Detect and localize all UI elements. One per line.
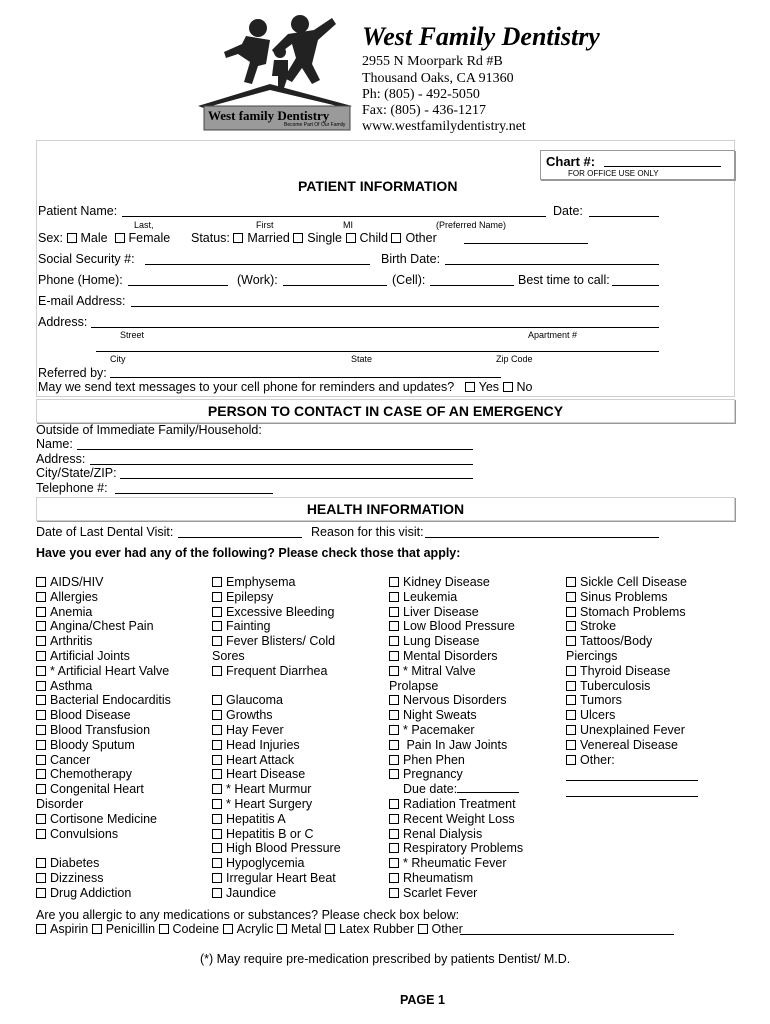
office-use-note: FOR OFFICE USE ONLY	[568, 169, 659, 178]
condition-item[interactable]: * Rheumatic Fever	[389, 856, 523, 871]
other-allergy-label: Other	[431, 922, 463, 936]
name-mi-hint: MI	[343, 220, 353, 230]
emergency-city-label: City/State/ZIP:	[36, 466, 117, 480]
practice-address1: 2955 N Moorpark Rd #B	[362, 54, 503, 69]
street-hint: Street	[120, 330, 145, 340]
no-label: No	[516, 380, 533, 394]
other-allergy-checkbox[interactable]	[418, 924, 428, 934]
emergency-name-field[interactable]	[77, 449, 473, 450]
condition-item[interactable]: * Heart Murmur	[212, 782, 341, 797]
text-message-row	[38, 380, 533, 394]
patient-name-label: Patient Name:	[38, 204, 118, 218]
conditions-question: Have you ever had any of the following? Please check those that apply:	[36, 546, 461, 560]
due-date-label: Due date:	[403, 782, 458, 797]
condition-item[interactable]: Tumors	[566, 693, 687, 708]
cell-phone-field[interactable]	[430, 285, 514, 286]
condition-item[interactable]: Bloody Sputum	[36, 738, 171, 753]
birth-date-field[interactable]	[445, 264, 659, 265]
female-label: Female	[128, 231, 171, 245]
sex-label: Sex:	[38, 231, 64, 245]
patient-info-heading: PATIENT INFORMATION	[298, 178, 458, 194]
chart-label: Chart #:	[546, 154, 596, 169]
acrylic-label: Acrylic	[236, 922, 274, 936]
emergency-name-label: Name:	[36, 437, 73, 451]
condition-item[interactable]: Liver Disease	[389, 605, 523, 620]
condition-item[interactable]: Renal Dialysis	[389, 827, 523, 842]
condition-item[interactable]: * Heart Surgery	[212, 797, 341, 812]
condition-item[interactable]: Phen Phen	[389, 753, 523, 768]
emergency-city-field[interactable]	[120, 478, 473, 479]
condition-item[interactable]: Hypoglycemia	[212, 856, 341, 871]
single-label: Single	[307, 231, 343, 245]
condition-continuation: Disorder	[36, 796, 84, 811]
condition-item[interactable]: Heart Disease	[212, 767, 341, 782]
condition-item[interactable]: Diabetes	[36, 856, 171, 871]
condition-item[interactable]: Night Sweats	[389, 708, 523, 723]
best-time-field[interactable]	[612, 285, 659, 286]
practice-website: www.westfamilydentistry.net	[362, 119, 526, 134]
condition-item[interactable]: Emphysema	[212, 575, 341, 590]
condition-item[interactable]: Mental Disorders	[389, 649, 523, 664]
condition-item[interactable]: Unexplained Fever	[566, 723, 687, 738]
condition-item[interactable]: Low Blood Pressure	[389, 619, 523, 634]
phone-home-field[interactable]	[128, 285, 228, 286]
phone-home-label: Phone (Home):	[38, 273, 123, 287]
condition-item[interactable]: Convulsions	[36, 827, 171, 842]
address-label: Address:	[38, 315, 88, 329]
page-number: PAGE 1	[400, 993, 445, 1007]
health-heading: HEALTH INFORMATION	[36, 497, 735, 521]
condition-item[interactable]: Chemotherapy	[36, 767, 171, 782]
condition-item[interactable]: High Blood Pressure	[212, 841, 341, 856]
condition-item[interactable]: Bacterial Endocarditis	[36, 693, 171, 708]
city-state-zip-field[interactable]	[96, 351, 659, 352]
practice-phone: Ph: (805) - 492-5050	[362, 87, 480, 102]
condition-item[interactable]: Other:	[566, 753, 687, 768]
condition-item[interactable]: AIDS/HIV	[36, 575, 171, 590]
reason-field[interactable]	[425, 537, 659, 538]
conditions-col-3	[389, 575, 523, 901]
text-message-question: May we send text messages to your cell phone for reminders and updates?	[38, 380, 455, 394]
condition-item[interactable]: Sinus Problems	[566, 590, 687, 605]
metal-checkbox[interactable]	[277, 924, 287, 934]
condition-item[interactable]: Ulcers	[566, 708, 687, 723]
condition-item[interactable]: Lung Disease	[389, 634, 523, 649]
condition-item[interactable]: Excessive Bleeding	[212, 605, 341, 620]
child-checkbox[interactable]	[346, 233, 356, 243]
metal-label: Metal	[290, 922, 322, 936]
yes-checkbox[interactable]	[465, 382, 475, 392]
conditions-col-2	[212, 575, 341, 901]
condition-item[interactable]: Hepatitis A	[212, 812, 341, 827]
condition-item[interactable]: Stroke	[566, 619, 687, 634]
condition-item[interactable]: Tuberculosis	[566, 679, 687, 694]
latex-checkbox[interactable]	[325, 924, 335, 934]
condition-item[interactable]: Kidney Disease	[389, 575, 523, 590]
cell-label: (Cell):	[392, 273, 426, 287]
referred-label: Referred by:	[38, 366, 107, 380]
male-checkbox[interactable]	[67, 233, 77, 243]
condition-item[interactable]: Respiratory Problems	[389, 841, 523, 856]
condition-item[interactable]: Jaundice	[212, 886, 341, 901]
other-status-checkbox[interactable]	[391, 233, 401, 243]
latex-label: Latex Rubber	[338, 922, 415, 936]
chart-number-field[interactable]	[604, 166, 721, 167]
condition-item[interactable]: Angina/Chest Pain	[36, 619, 171, 634]
condition-item[interactable]: Congenital Heart	[36, 782, 171, 797]
state-hint: State	[351, 354, 373, 364]
codeine-label: Codeine	[172, 922, 220, 936]
best-time-label: Best time to call:	[518, 273, 610, 287]
condition-item[interactable]: Blood Disease	[36, 708, 171, 723]
emergency-address-field[interactable]	[90, 464, 473, 465]
condition-item[interactable]: Pain In Jaw Joints	[389, 738, 523, 753]
emergency-telephone-field[interactable]	[115, 493, 273, 494]
condition-continuation: Piercings	[566, 648, 618, 663]
condition-continuation: Prolapse	[389, 678, 439, 693]
emergency-outside-label: Outside of Immediate Family/Household:	[36, 423, 262, 437]
logo-tagline: Become Part Of Our Family	[284, 122, 346, 128]
condition-item[interactable]: Frequent Diarrhea	[212, 664, 341, 679]
condition-item[interactable]: Venereal Disease	[566, 738, 687, 753]
condition-item[interactable]: Arthritis	[36, 634, 171, 649]
codeine-checkbox[interactable]	[159, 924, 169, 934]
premedication-footnote: (*) May require pre-medication prescribed by patients Dentist/ M.D.	[200, 952, 571, 966]
last-visit-label: Date of Last Dental Visit:	[36, 525, 174, 539]
condition-item[interactable]: Glaucoma	[212, 693, 341, 708]
other-status-label: Other	[405, 231, 437, 245]
condition-item[interactable]: Cortisone Medicine	[36, 812, 171, 827]
condition-item[interactable]: Tattoos/Body	[566, 634, 687, 649]
allergy-row	[36, 922, 463, 936]
penicillin-label: Penicillin	[105, 922, 156, 936]
status-label: Status:	[191, 231, 230, 245]
condition-item[interactable]: Drug Addiction	[36, 886, 171, 901]
condition-item[interactable]: Growths	[212, 708, 341, 723]
birth-date-label: Birth Date:	[381, 252, 441, 266]
married-label: Married	[247, 231, 290, 245]
name-preferred-hint: (Preferred Name)	[436, 220, 507, 230]
condition-item[interactable]: Thyroid Disease	[566, 664, 687, 679]
apartment-hint: Apartment #	[528, 330, 578, 340]
condition-item[interactable]: Blood Transfusion	[36, 723, 171, 738]
penicillin-checkbox[interactable]	[92, 924, 102, 934]
condition-item[interactable]: Head Injuries	[212, 738, 341, 753]
condition-item[interactable]: * Pacemaker	[389, 723, 523, 738]
condition-item[interactable]: Artificial Joints	[36, 649, 171, 664]
zip-hint: Zip Code	[496, 354, 533, 364]
married-checkbox[interactable]	[233, 233, 243, 243]
patient-name-field[interactable]	[122, 216, 546, 217]
condition-item[interactable]: Recent Weight Loss	[389, 812, 523, 827]
status-row	[191, 231, 437, 245]
single-checkbox[interactable]	[293, 233, 303, 243]
work-phone-field[interactable]	[283, 285, 387, 286]
condition-continuation: Sores	[212, 648, 245, 663]
condition-item[interactable]: Sickle Cell Disease	[566, 575, 687, 590]
male-label: Male	[80, 231, 108, 245]
ssn-label: Social Security #:	[38, 252, 135, 266]
name-first-hint: First	[256, 220, 274, 230]
work-label: (Work):	[237, 273, 278, 287]
acrylic-checkbox[interactable]	[223, 924, 233, 934]
allergy-question: Are you allergic to any medications or substances? Please check box below:	[36, 908, 460, 922]
condition-item[interactable]: Fever Blisters/ Cold	[212, 634, 341, 649]
practice-logo	[196, 14, 356, 132]
street-field[interactable]	[91, 327, 659, 328]
condition-item[interactable]: Leukemia	[389, 590, 523, 605]
date-label: Date:	[553, 204, 583, 218]
condition-item[interactable]: Dizziness	[36, 871, 171, 886]
condition-item[interactable]: Rheumatism	[389, 871, 523, 886]
condition-item[interactable]: Cancer	[36, 753, 171, 768]
emergency-address-label: Address:	[36, 452, 86, 466]
sex-row	[38, 231, 170, 245]
condition-item[interactable]: Pregnancy	[389, 767, 523, 782]
condition-item[interactable]: Epilepsy	[212, 590, 341, 605]
condition-item[interactable]: Fainting	[212, 619, 341, 634]
condition-item[interactable]: * Artificial Heart Valve	[36, 664, 171, 679]
condition-item[interactable]: Asthma	[36, 679, 171, 694]
name-last-hint: Last,	[134, 220, 154, 230]
reason-label: Reason for this visit:	[311, 525, 424, 539]
email-label: E-mail Address:	[38, 294, 126, 308]
aspirin-checkbox[interactable]	[36, 924, 46, 934]
no-checkbox[interactable]	[503, 382, 513, 392]
condition-item[interactable]: Hay Fever	[212, 723, 341, 738]
other-status-field[interactable]	[464, 243, 588, 244]
other-condition-field-2[interactable]	[566, 796, 698, 797]
condition-item[interactable]: Heart Attack	[212, 753, 341, 768]
last-visit-field[interactable]	[178, 537, 302, 538]
emergency-telephone-label: Telephone #:	[36, 481, 108, 495]
referred-field[interactable]	[110, 377, 501, 378]
due-date-row	[389, 782, 523, 797]
condition-item[interactable]: Anemia	[36, 605, 171, 620]
email-field[interactable]	[131, 306, 659, 307]
condition-item[interactable]: Scarlet Fever	[389, 886, 523, 901]
other-allergy-field[interactable]	[460, 934, 674, 935]
condition-item[interactable]: Allergies	[36, 590, 171, 605]
condition-item[interactable]: Nervous Disorders	[389, 693, 523, 708]
condition-item[interactable]: Hepatitis B or C	[212, 827, 341, 842]
logo-text: West family Dentistry	[208, 108, 330, 123]
date-field[interactable]	[589, 216, 659, 217]
condition-item[interactable]: Stomach Problems	[566, 605, 687, 620]
conditions-col-1	[36, 575, 171, 901]
practice-name: West Family Dentistry	[362, 22, 600, 51]
emergency-heading: PERSON TO CONTACT IN CASE OF AN EMERGENCY	[36, 399, 735, 423]
practice-address2: Thousand Oaks, CA 91360	[362, 71, 514, 86]
condition-item[interactable]: Radiation Treatment	[389, 797, 523, 812]
aspirin-label: Aspirin	[50, 922, 89, 936]
other-condition-field-1[interactable]	[566, 780, 698, 781]
condition-item[interactable]: * Mitral Valve	[389, 664, 523, 679]
practice-fax: Fax: (805) - 436-1217	[362, 103, 487, 118]
yes-label: Yes	[478, 380, 500, 394]
female-checkbox[interactable]	[115, 233, 125, 243]
due-date-field[interactable]	[457, 782, 519, 793]
ssn-field[interactable]	[145, 264, 370, 265]
condition-item[interactable]: Irregular Heart Beat	[212, 871, 341, 886]
city-hint: City	[110, 354, 126, 364]
conditions-col-4	[566, 575, 687, 767]
child-label: Child	[359, 231, 388, 245]
